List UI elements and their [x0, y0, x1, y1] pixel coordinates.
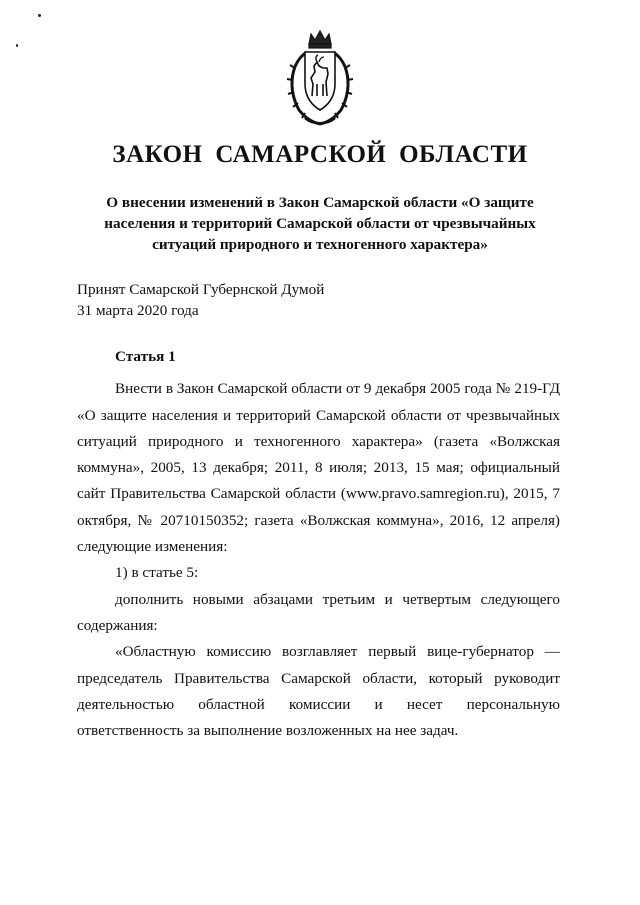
adoption-date: 31 марта 2020 года — [77, 302, 199, 319]
adoption-block — [77, 279, 324, 321]
article-paragraph: 1) в статье 5: — [115, 564, 199, 582]
adopted-by: Принят Самарской Губернской Думой — [77, 281, 325, 298]
article-heading: Статья 1 — [115, 348, 176, 365]
law-title: ЗАКОН САМАРСКОЙ ОБЛАСТИ — [112, 141, 528, 168]
scan-speck — [16, 44, 18, 47]
law-body — [77, 344, 560, 744]
law-subtitle: О внесении изменений в Закон Самарской области «О защите населения и территорий Самарской области от чрезвычайных ситуаций природного и техногенного характера» — [104, 194, 536, 253]
scan-speck — [38, 14, 41, 17]
article-paragraph: «Областную комиссию возглавляет первый вице-губернатор — председатель Правительства Самарской области, который руководит деятельностью областной комиссии и несет персональную ответственность за выполнение возложенных на нее задач. — [77, 643, 560, 740]
article-paragraph: дополнить новыми абзацами третьим и четвертым следующего содержания: — [77, 590, 560, 634]
coat-of-arms-emblem — [281, 28, 359, 128]
article-paragraph: Внести в Закон Самарской области от 9 декабря 2005 года № 219-ГД «О защите населения и территорий Самарской области от чрезвычайных ситуаций природного и техногенного характера» (газета «Волжская коммуна», 2005, 13 декабря; 2011, 8 июля; 2013, 15 мая; официальный сайт Правительства Самарской области (www.pravo.samregion.ru), 2015, 7 октября, № 20710150352; газета «Волжская коммуна», 2016, 12 апреля) следующие изменения: — [77, 380, 560, 556]
